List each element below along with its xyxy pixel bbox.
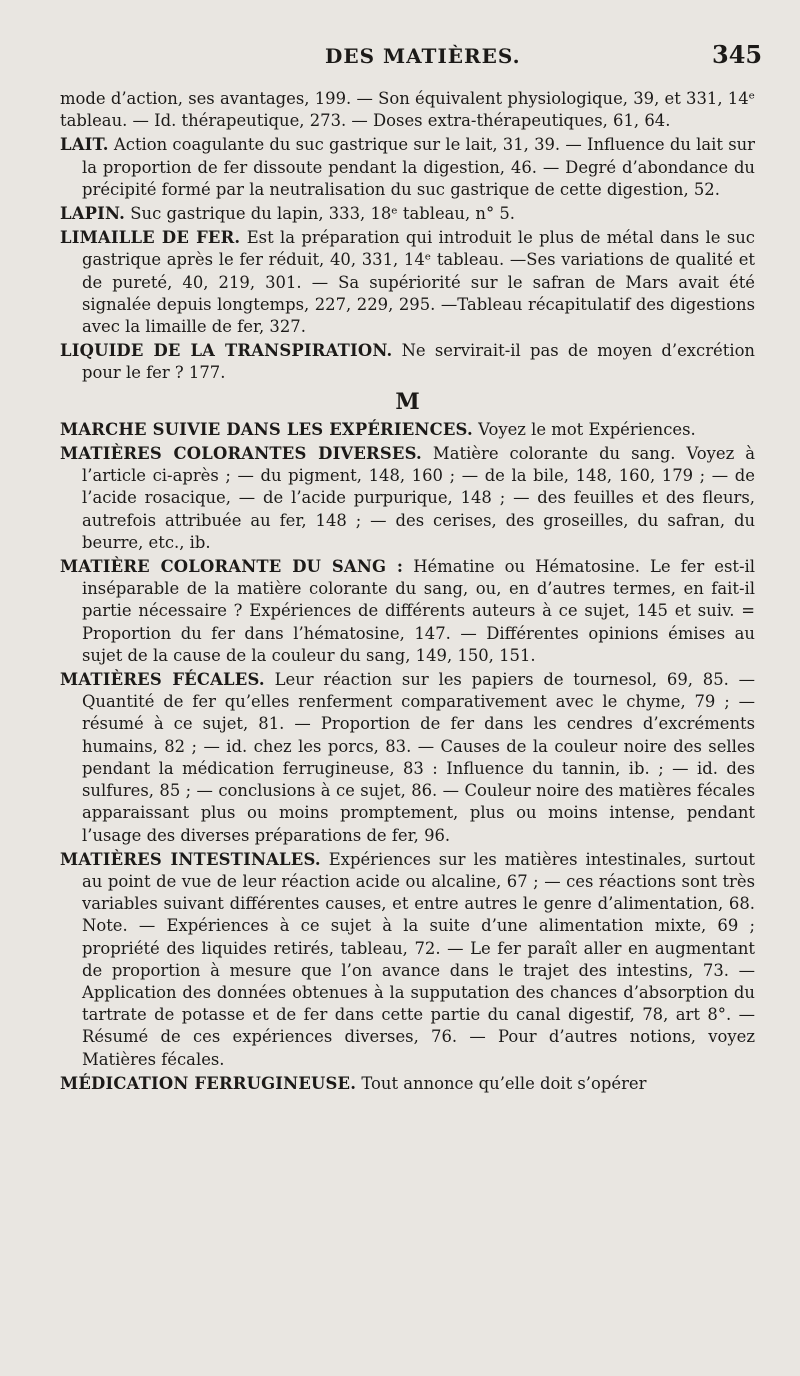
entry-text: Leur réaction sur les papiers de tournesol, 69, 85. — Quantité de fer qu’elles renferment comparativement avec le chyme, 79 ; — résumé à ce sujet, 81. — Proportion de fer dans les cendres d’excréments humains, 82 ; — id. chez les porcs, 83. — Causes de la couleur noire des selles pendant la médication ferrugineuse, 83 : Influence du tannin, ib. ; — id. des sulfures, 85 ; — conclusions à ce sujet, 86. — Couleur noire des matières fécales apparaissant plus ou moins promptement, plus ou moins intense, pendant l’usage des diverses préparations de fer, 96. <box>82 670 756 845</box>
entry-headword: MATIÈRES INTESTINALES. <box>60 849 321 869</box>
index-entry-lapin <box>60 203 755 225</box>
index-entry-lait <box>60 134 755 201</box>
entry-headword: MATIÈRES FÉCALES. <box>60 670 265 690</box>
entry-text: Suc gastrique du lapin, 333, 18ᵉ tableau, n° 5. <box>125 204 516 224</box>
index-entry-matieres-colorantes <box>60 443 755 554</box>
entry-text: mode d’action, ses avantages, 199. — Son équivalent physiologique, 39, et 331, 14ᵉ tableau. — Id. thérapeutique, 273. — Doses extra-thérapeutiques, 61, 64. <box>60 89 755 131</box>
entry-text: Tout annonce qu’elle doit s’opérer <box>356 1073 647 1093</box>
entry-headword: MATIÈRE COLORANTE DU SANG : <box>60 557 404 577</box>
running-title: DES MATIÈRES. <box>325 44 521 68</box>
index-body <box>60 88 755 1097</box>
entry-text: Ne servirait-il pas de moyen d’excrétion pour le fer ? 177. <box>82 341 755 383</box>
index-entry-matieres-intestinales <box>60 849 755 1071</box>
entry-headword: MARCHE SUIVIE DANS LES EXPÉRIENCES. <box>60 419 473 439</box>
index-entry-liquide <box>60 340 755 384</box>
entry-headword: MATIÈRES COLORANTES DIVERSES. <box>60 444 422 464</box>
entry-headword: LAPIN. <box>60 204 126 224</box>
index-entry-medication <box>60 1073 755 1095</box>
entry-headword: LAIT. <box>60 135 109 155</box>
entry-text: Hématine ou Hématosine. Le fer est-il inséparable de la matière colorante du sang, ou, en d’autres termes, en fait-il partie nécessaire ? Expériences de différents auteurs à ce sujet, 145 et suiv. = Proportion du fer dans l’hématosine, 147. — Différentes opinions émises au sujet de la cause de la couleur du sang, 149, 150, 151. <box>82 557 755 665</box>
section-letter-m: M <box>395 388 420 415</box>
index-entry-matiere-colorante-sang <box>60 556 755 667</box>
entry-text: Voyez le mot Expériences. <box>472 419 696 439</box>
page-header <box>0 40 800 76</box>
index-entry-continuation <box>60 88 755 132</box>
index-entry-limaille <box>60 227 755 338</box>
index-entry-matieres-fecales <box>60 669 755 847</box>
entry-text: Est la préparation qui introduit le plus de métal dans le suc gastrique après le fer réduit, 40, 331, 14ᵉ tableau. —Ses variations de qualité et de pureté, 40, 219, 301. — Sa supériorité sur le safran de Mars avait été signalée depuis longtemps, 227, 229, 295. —Tableau récapitulatif des digestions avec la limaille de fer, 327. <box>82 228 755 337</box>
entry-text: Action coagulante du suc gastrique sur le lait, 31, 39. — Influence du lait sur la proportion de fer dissoute pendant la digestion, 46. — Degré d’abondance du précipité formé par la neutralisation du suc gastrique de cette digestion, 52. <box>82 135 755 199</box>
entry-text: Expériences sur les matières intestinales, surtout au point de vue de leur réaction acide ou alcaline, 67 ; — ces réactions sont très variables suivant différentes causes, et entre autres le genre d’alimentation, 68. Note. — Expériences à ce sujet à la suite d’une alimentation mixte, 69 ; propriété des liquides retirés, tableau, 72. — Le fer paraît aller en augmentant de proportion à mesure que l’on avance dans le trajet des intestins, 73. — Application des données obtenues à la supputation des chances d’absorption du tartrate de potasse et de fer dans cette partie du canal digestif, 78, art 8°. — Résumé de ces expériences diverses, 76. — Pour d’autres notions, voyez Matières fécales. <box>82 849 756 1069</box>
entry-text: Matière colorante du sang. Voyez à l’article ci-après ; — du pigment, 148, 160 ; — de la bile, 148, 160, 179 ; — de l’acide rosacique, — de l’acide purpurique, 148 ; — des feuilles et des fleurs, autrefois attribuée au fer, 148 ; — des cerises, des groseilles, du safran, du beurre, etc., ib. <box>82 444 756 552</box>
entry-headword: MÉDICATION FERRUGINEUSE. <box>60 1073 357 1093</box>
entry-headword: LIQUIDE DE LA TRANSPIRATION. <box>60 341 393 361</box>
entry-headword: LIMAILLE DE FER. <box>60 228 241 248</box>
page-number: 345 <box>712 40 763 69</box>
index-entry-marche <box>60 419 755 441</box>
